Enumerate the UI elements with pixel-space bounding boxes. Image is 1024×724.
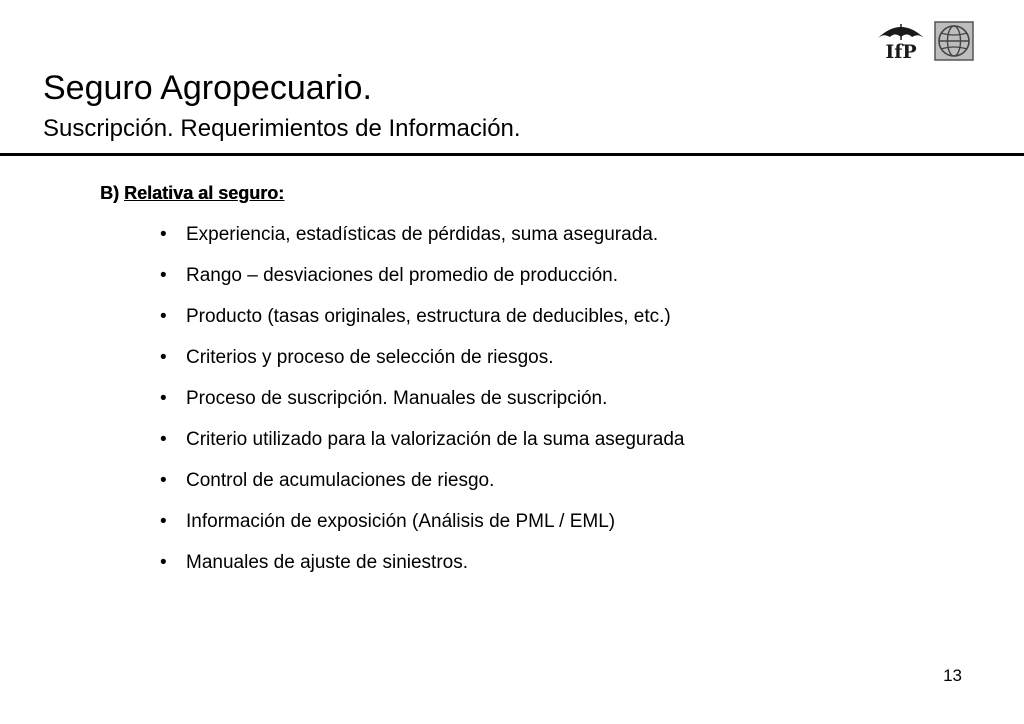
bullet-icon: •	[160, 224, 167, 245]
bullet-icon: •	[160, 306, 167, 327]
list-item	[160, 384, 685, 425]
world-bank-globe-logo	[935, 22, 973, 60]
section-heading-text: Relativa al seguro:	[124, 183, 285, 203]
page-subtitle: Suscripción. Requerimientos de Información.	[43, 115, 521, 142]
bullet-icon: •	[160, 347, 167, 368]
list-item	[160, 507, 685, 548]
bullet-icon: •	[160, 429, 167, 450]
list-item-text: Producto (tasas originales, estructura de deducibles, etc.)	[186, 306, 671, 327]
list-item	[160, 466, 685, 507]
list-item	[160, 302, 685, 343]
svg-text:IfP: IfP	[885, 41, 917, 63]
page-title: Seguro Agropecuario.	[43, 69, 372, 107]
ifp-logo	[878, 24, 924, 63]
list-item-text: Experiencia, estadísticas de pérdidas, suma asegurada.	[186, 224, 659, 245]
list-item-text: Proceso de suscripción. Manuales de suscripción.	[186, 388, 608, 409]
bullet-icon: •	[160, 511, 167, 532]
list-item	[160, 261, 685, 302]
list-item-text: Control de acumulaciones de riesgo.	[186, 470, 495, 491]
requirements-list	[160, 220, 685, 589]
list-item	[160, 220, 685, 261]
list-item-text: Rango – desviaciones del promedio de producción.	[186, 265, 618, 286]
bullet-icon: •	[160, 552, 167, 573]
list-item-text: Información de exposición (Análisis de PML / EML)	[186, 511, 616, 532]
bullet-icon: •	[160, 470, 167, 491]
page-number: 13	[943, 666, 962, 685]
list-item	[160, 425, 685, 466]
list-item	[160, 343, 685, 384]
bullet-icon: •	[160, 388, 167, 409]
list-item-text: Criterios y proceso de selección de riesgos.	[186, 347, 554, 368]
section-heading	[100, 180, 284, 206]
logos	[876, 18, 976, 66]
list-item-text: Criterio utilizado para la valorización de la suma asegurada	[186, 429, 685, 450]
list-item	[160, 548, 685, 589]
bullet-icon: •	[160, 265, 167, 286]
section-prefix: B)	[100, 183, 119, 203]
title-divider	[0, 153, 1024, 156]
list-item-text: Manuales de ajuste de siniestros.	[186, 552, 468, 573]
